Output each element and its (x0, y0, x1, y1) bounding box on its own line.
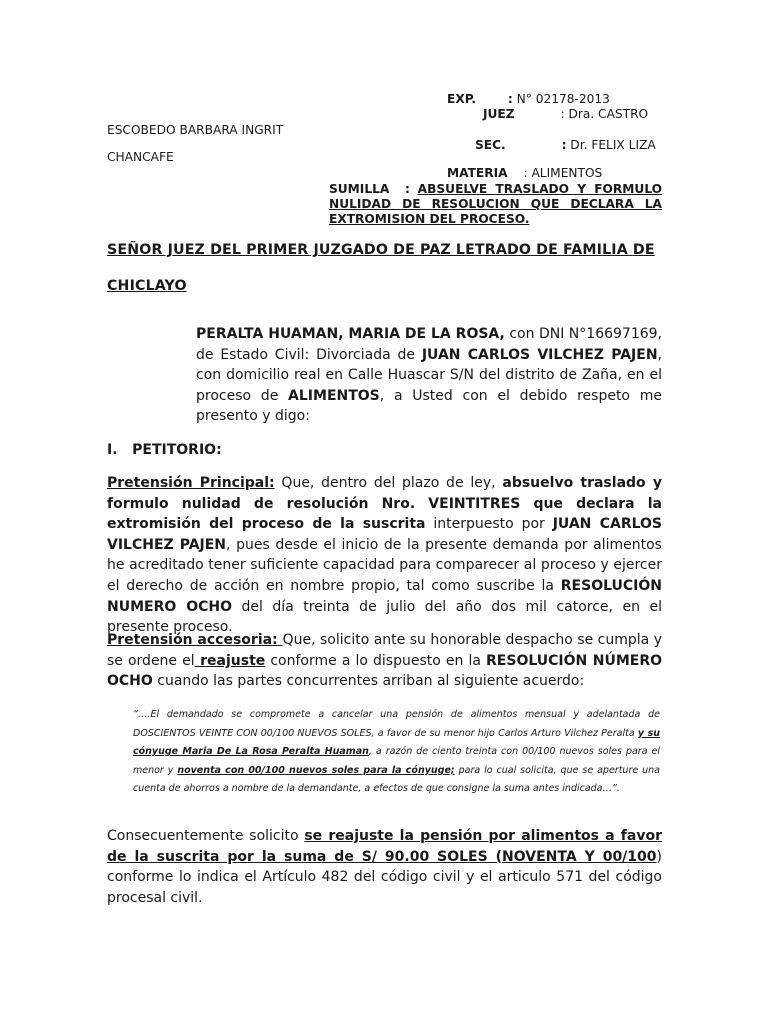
section-title-petitorio: I. PETITORIO: (107, 442, 222, 458)
juez-label: JUEZ (483, 107, 515, 121)
pretension-accesoria-paragraph: Pretensión accesoria: Que, solicito ante su honorable despacho se cumpla y se ordene el reajuste conforme a lo dispuesto en la RESOLUCIÓN NÚMERO OCHO cuando las partes concurrentes arriban al siguiente acuerdo: (107, 632, 663, 690)
sec-label: SEC. (475, 138, 506, 152)
sec-value: : Dr. FELIX LIZA (561, 138, 656, 152)
sumilla-label: SUMILLA (329, 182, 390, 196)
final-paragraph: Consecuentemente solicito se reajuste la pensión por alimentos a favor de la suscrita por la suma de S/ 90.00 SOLES (NOVENTA Y 00/100) conforme lo indica el Artículo 482 del código civil y el articulo 571 del código procesal civil. (107, 828, 662, 906)
juez-value: : Dra. CASTRO (560, 107, 649, 121)
sumilla-text: ABSUELVE TRASLADO Y FORMULO NULIDAD DE RESOLUCION QUE DECLARA LA EXTROMISION DEL PROCESO. (329, 182, 663, 226)
expediente-line: EXP. : N° 02178-2013 (447, 92, 610, 106)
party-line-1: ESCOBEDO BARBARA INGRIT (107, 123, 284, 137)
exp-label: EXP. (447, 92, 477, 106)
court-address-line-1: SEÑOR JUEZ DEL PRIMER JUZGADO DE PAZ LETRADO DE FAMILIA DE (107, 242, 655, 258)
materia-label: MATERIA (447, 166, 508, 180)
pretension-principal-paragraph: Pretensión Principal: Que, dentro del plazo de ley, absuelvo traslado y formulo nulidad de resolución Nro. VEINTITRES que declara la extromisión del proceso de la suscrita interpuesto por JUAN CARLOS VILCHEZ PAJEN, pues desde el inicio de la presente demanda por alimentos he acreditado tener suficiente capacidad para comparecer al proceso y ejercer el derecho de acción en nombre propio, tal como suscribe la RESOLUCIÓN NUMERO OCHO del día treinta de julio del año dos mil catorce, en el presente proceso. (107, 475, 663, 636)
intro-paragraph: PERALTA HUAMAN, MARIA DE LA ROSA, con DNI N°16697169, de Estado Civil: Divorciada de JUAN CARLOS VILCHEZ PAJEN, con domicilio real en Calle Huascar S/N del distrito de Zaña, en el proceso de ALIMENTOS, a Usted con el debido respeto me presento y digo: (196, 326, 662, 425)
exp-value: N° 02178-2013 (512, 92, 610, 106)
sumilla-block: SUMILLA : ABSUELVE TRASLADO Y FORMULO NULIDAD DE RESOLUCION QUE DECLARA LA EXTROMISION DEL PROCESO. (329, 182, 663, 226)
materia-value: : ALIMENTOS (523, 166, 603, 180)
sec-line (475, 138, 656, 153)
court-address-line-2: CHICLAYO (107, 278, 187, 294)
party-line-2: CHANCAFE (107, 150, 174, 164)
materia-line (447, 166, 602, 181)
agreement-quote: “….El demandado se compromete a cancelar una pensión de alimentos mensual y adelantada de DOSCIENTOS VEINTE CON 00/100 NUEVOS SOLES, a favor de su menor hijo Carlos Arturo Vilchez Peralta y su cónyuge Maria De La Rosa Peralta Huaman, a razón de ciento treinta con 00/100 nuevos soles para el menor y noventa con 00/100 nuevos soles para la cónyuge; para lo cual solicita, que se aperture una cuenta de ahorros a nombre de la demandante, a efectos de que consigne la suma antes indicada…”. (133, 709, 661, 795)
juez-line (483, 107, 648, 122)
